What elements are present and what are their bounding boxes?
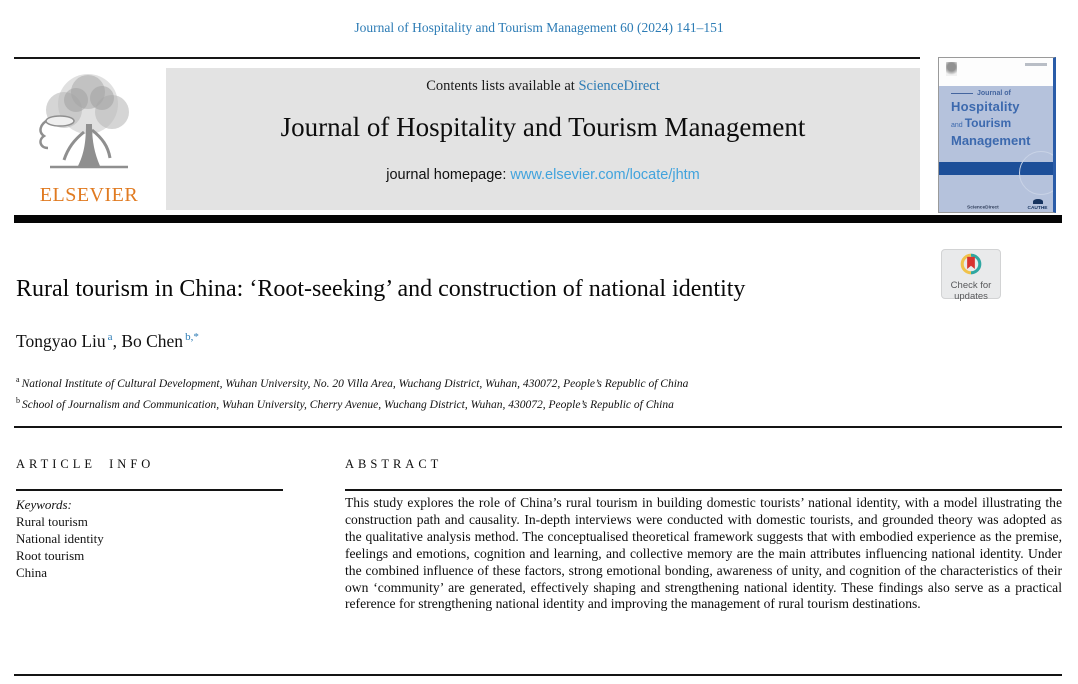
author-list <box>16 331 199 352</box>
journal-banner <box>166 68 920 210</box>
abstract-heading: ABSTRACT <box>345 457 443 471</box>
affiliation-a-mark: a <box>16 375 20 384</box>
cover-elsevier-emblem-icon <box>946 62 957 76</box>
masthead-bottom-bar <box>14 215 1062 223</box>
cover-and-text: and <box>951 122 963 129</box>
masthead-top-rule <box>14 57 920 59</box>
sciencedirect-link[interactable]: ScienceDirect <box>578 78 660 94</box>
cover-issn-text <box>1025 63 1047 66</box>
elsevier-logo <box>14 64 164 210</box>
cover-dash <box>951 93 973 94</box>
affiliations <box>16 372 688 413</box>
check-for-updates-badge[interactable] <box>941 249 1001 302</box>
article-info-rule <box>16 489 283 491</box>
check-for-updates-icon <box>960 253 982 275</box>
keywords-block <box>16 496 104 581</box>
check-for-updates-label <box>942 281 1000 302</box>
affiliation-b-mark: b <box>16 395 20 405</box>
section-divider-rule <box>14 426 1062 428</box>
running-head-citation: Journal of Hospitality and Tourism Management 60 (2024) 141–151 <box>354 20 724 35</box>
cauthe-text: CAUTHE <box>1027 205 1048 211</box>
article-title: Rural tourism in China: ‘Root-seeking’ and construction of national identity <box>16 276 746 302</box>
keyword-item: Root tourism <box>16 548 85 563</box>
abstract-text: This study explores the role of China’s rural tourism in building domestic tourists’ national identity, with a model illustrating the construction path and causality. In-depth interviews were conducted with domestic tourists, and grounded theory was adopted as the qualitative analysis method. The conceptualised theoretical framework suggests that with embodied experience as the premise, feelings and emotions, cognition and learning, and collective memory are the main attributes influencing national identity. Under the combined influence of these factors, strong emotional bonding, awareness of unity, and cognition of the characteristics of their own ‘community’ are generated, effectively shaping and strengthening national identity. These findings also serve as a practical reference for strengthening national identity and improving the management of rural tourism destinations. <box>345 495 1062 612</box>
keyword-item: National identity <box>16 531 104 546</box>
homepage-line <box>166 167 920 183</box>
contents-line <box>166 78 920 95</box>
cover-tourism-line <box>951 116 1045 130</box>
elsevier-wordmark: ELSEVIER <box>39 184 139 206</box>
keyword-item: Rural tourism <box>16 514 88 529</box>
keyword-item: China <box>16 565 48 580</box>
affiliation-a <box>16 372 688 393</box>
cover-circle-decoration <box>1019 151 1056 195</box>
author-2-affiliation-mark[interactable]: b,* <box>185 331 199 343</box>
page-bottom-rule <box>14 674 1062 676</box>
cover-top-strip <box>939 58 1053 86</box>
badge-line1: Check for <box>950 280 992 291</box>
cover-management-text: Management <box>951 133 1031 148</box>
affiliation-b <box>16 393 688 414</box>
cover-tourism-text: Tourism <box>964 116 1012 130</box>
author-1-name: Tongyao Liu <box>16 331 106 351</box>
cauthe-logo <box>1025 199 1050 211</box>
keywords-label: Keywords: <box>16 497 72 512</box>
cover-sciencedirect-text: ScienceDirect <box>967 205 999 210</box>
cover-hospitality-text: Hospitality <box>951 99 1020 114</box>
contents-prefix: Contents lists available at <box>426 78 579 94</box>
homepage-prefix: journal homepage: <box>386 167 511 183</box>
affiliation-b-text: School of Journalism and Communication, Wuhan University, Cherry Avenue, Wuchang District, Wuhan, 430072, People’s Republic of China <box>22 398 674 411</box>
cover-journal-of-line <box>951 90 1045 97</box>
cover-journal-of-text: Journal of <box>977 90 1011 97</box>
article-info-heading: ARTICLE INFO <box>16 457 155 471</box>
journal-cover-thumbnail <box>938 57 1056 213</box>
author-2-name: Bo Chen <box>121 331 184 351</box>
author-1-affiliation-mark[interactable]: a <box>107 331 113 343</box>
author-separator: , <box>112 331 122 351</box>
homepage-url-link[interactable]: www.elsevier.com/locate/jhtm <box>510 167 700 183</box>
badge-line2: updates <box>954 290 988 302</box>
abstract-rule <box>345 489 1062 491</box>
journal-title: Journal of Hospitality and Tourism Management <box>280 112 806 142</box>
affiliation-a-text: National Institute of Cultural Development, Wuhan University, No. 20 Villa Area, Wuchang District, Wuhan, 430072, People’s Republic of China <box>21 378 689 390</box>
cover-bottom-block <box>939 175 1053 213</box>
elsevier-tree-icon <box>30 66 148 184</box>
cauthe-swoosh-icon <box>1033 199 1043 204</box>
